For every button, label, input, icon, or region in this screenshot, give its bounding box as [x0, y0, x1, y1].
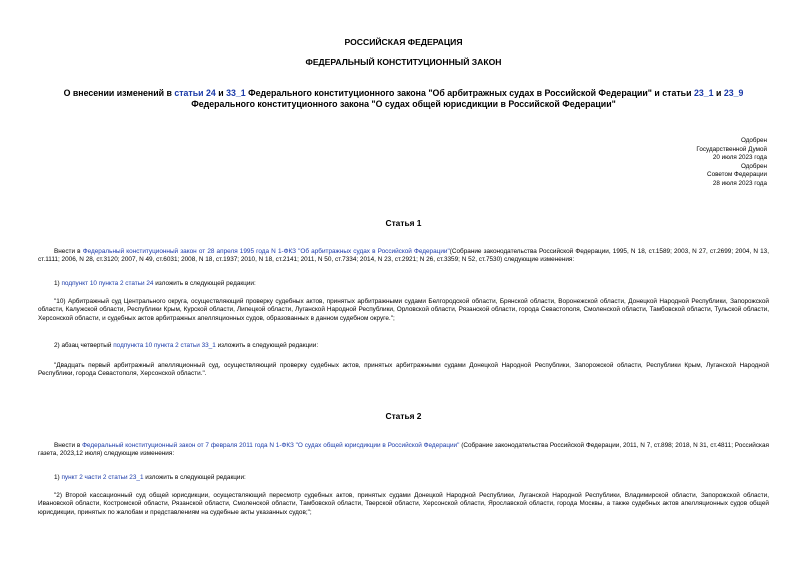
approval-date: 20 июля 2023 года [712, 154, 767, 162]
law-type-heading: ФЕДЕРАЛЬНЫЙ КОНСТИТУЦИОННЫЙ ЗАКОН [305, 57, 502, 67]
approval-date: 28 июля 2023 года [712, 179, 767, 187]
approval-line: Одобрен [740, 137, 767, 144]
item-text: изложить в следующей редакции: [143, 474, 246, 481]
article-2-item-1-text: "2) Второй кассационный суд общей юрисдикции, осуществляющий пересмотр судебных актов, принятых судами Донецкой Народной Республики, Луганской Народной Республики, Владимирской области, Запорожской области, Ивановской области, Костромской области, Рязанской области, Смоленской области, Тамбовской области, Тверской области, Херсонской области, Ярославской области, города Москвы, а также судебных актов апелляционных судов общей юрисдикции, принятых по жалобам и представлениям на судебные акты указанных судов;"; [38, 492, 769, 516]
link-part-2-art-23-1[interactable]: пункт 2 части 2 статьи 23_1 [61, 474, 144, 481]
approval-line: Государственной Думой [696, 145, 767, 153]
article-2-intro [38, 442, 769, 459]
article-2-item-1 [38, 474, 769, 482]
link-law-arbitration-courts[interactable]: Федеральный конституционный закон от 28 апреля 1995 года N 1-ФКЗ "Об арбитражных судах в Российской Федерации" [82, 248, 450, 255]
article-1-item-2-text: "Двадцать первый арбитражный апелляционный суд, осуществляющий проверку судебных актов, принятых арбитражными судами Донецкой Народной Республики, Запорожской области, Республики Крым, Луганской Народной Республики, города Севастополя, Херсонской области.". [38, 362, 769, 378]
title-text: О внесении изменений в [63, 88, 175, 98]
item-number: 2) абзац четвертый [54, 342, 114, 349]
title-text: и [215, 88, 227, 98]
title-text: Федерального конституционного закона "Об арбитражных судах в Российской Федерации" и статьи [245, 88, 694, 98]
intro-text: (Собрание законодательства Российской Федерации, 2011, N 7, ст.898; 2018, N 31, ст.4811; Российская газета, 2023,12 июля) следующие изменения: [38, 442, 769, 458]
title-link-article-23-1[interactable]: 23_1 [693, 88, 714, 98]
item-number: 1) [54, 280, 62, 287]
approval-line: Советом Федерации [707, 171, 767, 179]
article-1-item-1 [38, 280, 769, 288]
approval-block [607, 137, 767, 189]
link-subparagraph-10-art-24[interactable]: подпункт 10 пункта 2 статьи 24 [61, 280, 154, 287]
intro-text: Внести в [54, 248, 83, 255]
article-2-heading: Статья 2 [385, 411, 422, 421]
title-link-article-33-1[interactable]: 33_1 [226, 88, 246, 98]
title-link-article-23-9[interactable]: 23_9 [723, 88, 744, 98]
title-link-article-24[interactable]: статьи 24 [174, 88, 216, 98]
article-1-item-1-text: "10) Арбитражный суд Центрального округа, осуществляющий проверку судебных актов, принятых арбитражными судами Белгородской области, Брянской области, Воронежской области, Донецкой Народной Республики, Запорожской области, Калужской области, Республики Крым, Курской области, Липецкой области, Луганской Народной Республики, Орловской области, Рязанской области, города Севастополя, Смоленской области, Тамбовской области, Тульской области, Херсонской области, и судебных актов арбитражных апелляционных судов, образованных в данном судебном округе."; [38, 298, 769, 322]
link-subparagraph-10-art-33-1[interactable]: подпункта 10 пункта 2 статьи 33_1 [113, 342, 216, 349]
article-1-heading: Статья 1 [385, 218, 422, 228]
item-text: изложить в следующей редакции: [153, 280, 256, 287]
intro-text: Внести в [54, 442, 83, 449]
country-heading: РОССИЙСКАЯ ФЕДЕРАЦИЯ [344, 37, 463, 47]
item-text: изложить в следующей редакции: [215, 342, 319, 349]
link-law-general-courts[interactable]: Федеральный конституционный закон от 7 февраля 2011 года N 1-ФКЗ "О судах общей юрисдикции в Российской Федерации" [82, 442, 460, 449]
document-title [40, 88, 767, 109]
title-text-line2: Федерального конституционного закона "О судах общей юрисдикции в Российской Федерации" [191, 98, 616, 109]
article-1-item-2 [38, 342, 769, 350]
item-number: 1) [54, 474, 62, 481]
article-1-intro [38, 248, 769, 265]
title-text: и [713, 88, 724, 98]
approval-line: Одобрен [740, 162, 767, 170]
intro-text: (Собрание законодательства Российской Федерации, 1995, N 18, ст.1589; 2003, N 27, ст.2699; 2004, N 13, ст.1111; 2006, N 28, ст.3120; 2007, N 49, ст.6031; 2008, N 18, ст.1937; 2010, N 18, ст.2141; 2011, N 50, ст.7334; 2014, N 23, ст.2921; N 26, ст.3359; N 52, ст.7530) следующие изменения: [38, 248, 770, 264]
